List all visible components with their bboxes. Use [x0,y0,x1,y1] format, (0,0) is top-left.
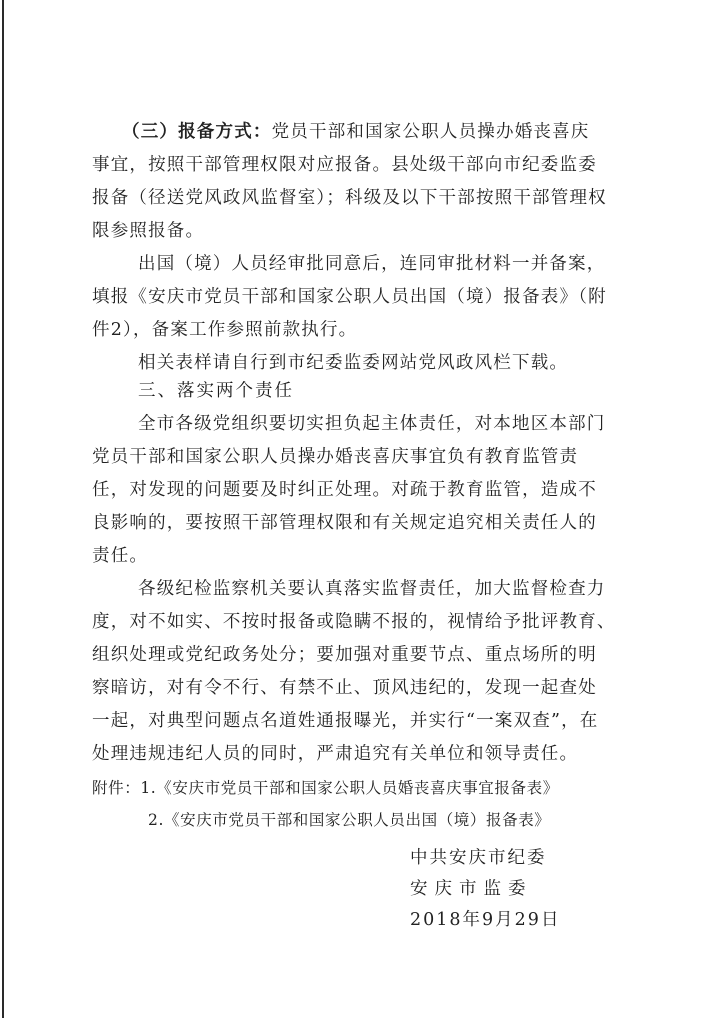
section3-heading: （三）报备方式： [122,122,272,142]
attachment-item-2: 2.《安庆市党员干部和国家公职人员出国（境）报备表》 [148,811,551,829]
download-note: 相关表样请自行到市纪委监委网站党风政风栏下载。 [138,353,569,373]
attachments-label: 附件： [92,779,141,797]
party-resp-line-2: 党员干部和国家公职人员操办婚丧喜庆事宜负有教育监管责 [92,447,579,467]
section3-line-3: 报备（径送党风政风监督室）；科级及以下干部按照干部管理权 [92,188,607,208]
supervision-line-2: 度，对不如实、不按时报备或隐瞒不报的，视情给予批评教育、 [92,612,616,632]
abroad-line-1: 出国（境）人员经审批同意后，连同审批材料一并备案， [138,254,606,274]
supervision-line-5: 一起，对典型问题点名道姓通报曝光，并实行“一案双查”，在 [92,711,599,731]
abroad-line-3: 件2），备案工作参照前款执行。 [92,320,358,340]
section3-line-4: 限参照报备。 [92,221,205,241]
attachment-item-1: 1.《安庆市党员干部和国家公职人员婚丧喜庆事宜报备表》 [140,779,559,797]
page-edge-line [2,0,4,1018]
abroad-line-2: 填报《安庆市党员干部和国家公职人员出国（境）报备表》（附 [92,287,607,307]
party-resp-line-1: 全市各级党组织要切实担负起主体责任，对本地区本部门 [138,414,606,434]
section3-first-line [122,120,590,144]
signature-org-1: 中共安庆市纪委 [410,848,547,868]
party-resp-line-4: 良影响的，要按照干部管理权限和有关规定追究相关责任人的 [92,513,597,533]
party-resp-line-5: 责任。 [92,546,149,566]
supervision-line-4: 察暗访，对有令不行、有禁不止、顶风违纪的，发现一起查处 [92,678,597,698]
part3-title: 三、落实两个责任 [138,381,294,401]
section3-line-2: 事宜，按照干部管理权限对应报备。县处级干部向市纪委监委 [92,155,597,175]
signature-date: 2018年9月29日 [410,910,561,930]
supervision-line-6: 处理违规违纪人员的同时，严肃追究有关单位和领导责任。 [92,744,579,764]
attachment-line-1 [92,776,559,800]
supervision-line-3: 组织处理或党纪政务处分；要加强对重要节点、重点场所的明 [92,645,597,665]
section3-line-1: 党员干部和国家公职人员操办婚丧喜庆 [271,122,590,142]
party-resp-line-3: 任，对发现的问题要及时纠正处理。对疏于教育监管，造成不 [92,480,597,500]
signature-org-2: 安庆市监委 [410,879,533,899]
supervision-line-1: 各级纪检监察机关要认真落实监督责任，加大监督检查力 [138,579,606,599]
